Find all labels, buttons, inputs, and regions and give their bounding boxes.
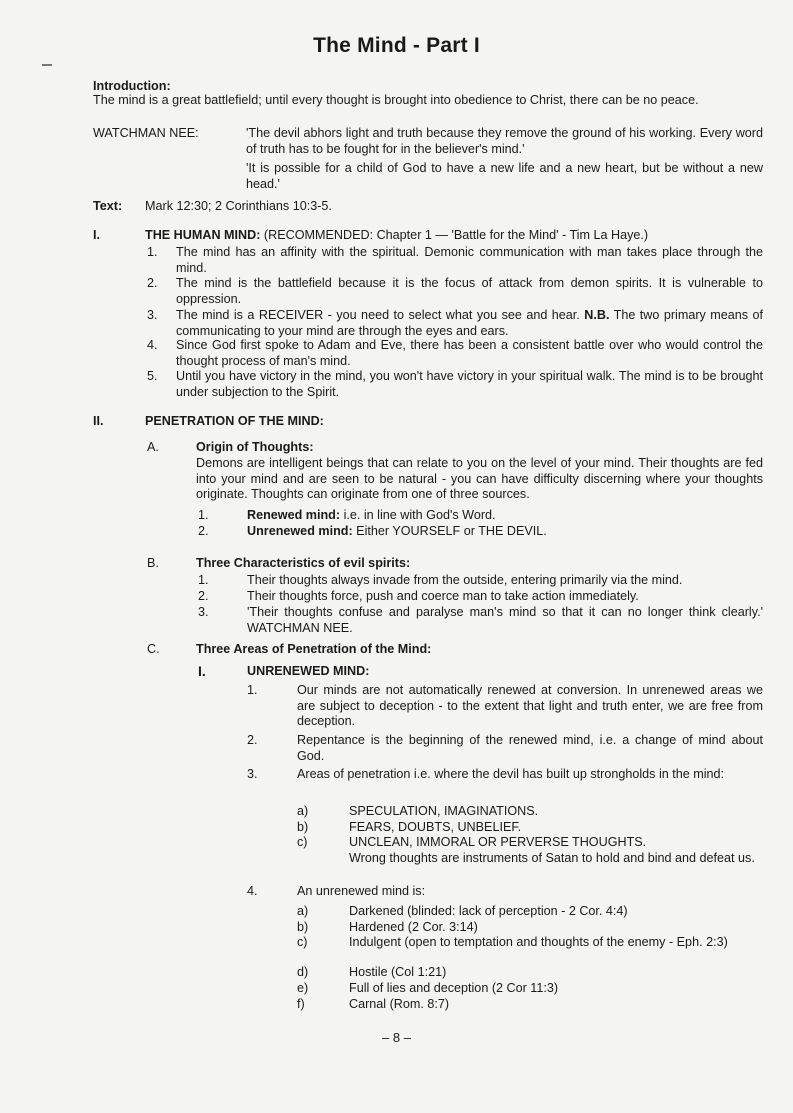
subsection-a-letter: A.	[147, 440, 159, 454]
list-item-number: 1.	[198, 573, 209, 587]
intro-quote-1: 'The devil abhors light and truth because they remove the ground of his working. Every word of truth has to be fought for in the believer's mind.'	[246, 126, 763, 156]
intro-text: The mind is a great battlefield; until every thought is brought into obedience to Christ, there can be no peace.	[93, 93, 699, 107]
list-item-number: 4.	[147, 338, 158, 352]
sub-item-letter: b)	[297, 920, 309, 934]
sub-item-letter: a)	[297, 804, 309, 818]
sub-item-letter: c)	[297, 835, 308, 849]
list-item-number: 1.	[147, 245, 158, 259]
list-item: Unrenewed mind: Either YOURSELF or THE DEVIL.	[247, 524, 547, 538]
list-item-number: 2.	[247, 733, 258, 747]
list-item-number: 3.	[198, 605, 209, 619]
section-1-numeral: I.	[93, 228, 100, 242]
intro-quote-2: 'It is possible for a child of God to have a new life and a new heart, but be without a new head.'	[246, 161, 763, 191]
list-item-number: 3.	[247, 767, 258, 781]
sub-item-letter: d)	[297, 965, 309, 979]
intro-heading: Introduction:	[93, 79, 171, 93]
list-item: Renewed mind: i.e. in line with God's Word.	[247, 508, 496, 522]
subsection-c-heading: Three Areas of Penetration of the Mind:	[196, 642, 432, 656]
list-item-number: 5.	[147, 369, 158, 383]
list-item: Repentance is the beginning of the renewed mind, i.e. a change of mind about God.	[297, 733, 763, 763]
sub-item: Hostile (Col 1:21)	[349, 965, 447, 979]
subsection-a-text: Demons are intelligent beings that can relate to you on the level of your mind. Their thoughts are fed into your mind and are seen to be natural - you can have difficulty discerning where your thoughts originate. Thoughts can originate from one of three sources.	[196, 456, 763, 502]
subsection-c-letter: C.	[147, 642, 160, 656]
list-item-number: 1.	[198, 508, 209, 522]
unrenewed-mind-heading: UNRENEWED MIND:	[247, 664, 370, 678]
sub-item: Indulgent (open to temptation and thoughts of the enemy - Eph. 2:3)	[349, 935, 728, 949]
sub-item-letter: e)	[297, 981, 309, 995]
list-item-number: 2.	[147, 276, 158, 290]
page-title: The Mind - Part I	[313, 34, 480, 57]
sub-item: Carnal (Rom. 8:7)	[349, 997, 450, 1011]
sub-item-letter: c)	[297, 935, 308, 949]
list-item-number: 4.	[247, 884, 258, 898]
sub-item-note: Wrong thoughts are instruments of Satan to hold and bind and defeat us.	[349, 851, 755, 865]
list-item: The mind is a RECEIVER - you need to select what you see and hear. N.B. The two primary means of communicating to your mind are through the eyes and ears.	[176, 308, 763, 338]
sub-item: Hardened (2 Cor. 3:14)	[349, 920, 478, 934]
list-item: The mind is the battlefield because it is the focus of attack from demon spirits. It is vulnerable to oppression.	[176, 276, 763, 306]
list-item: Their thoughts always invade from the outside, entering primarily via the mind.	[247, 573, 683, 587]
list-item: 'Their thoughts confuse and paralyse man's mind so that it can no longer think clearly.' WATCHMAN NEE.	[247, 605, 763, 635]
subsection-b-letter: B.	[147, 556, 159, 570]
subsection-a-heading: Origin of Thoughts:	[196, 440, 314, 454]
page-number: – 8 –	[382, 1030, 411, 1045]
section-1-heading: THE HUMAN MIND:	[145, 228, 261, 242]
sub-item-letter: f)	[297, 997, 305, 1011]
subsection-c-numeral: I.	[198, 663, 206, 679]
section-2-heading: PENETRATION OF THE MIND:	[145, 414, 324, 428]
sub-item-letter: a)	[297, 904, 309, 918]
list-item-number: 2.	[198, 589, 209, 603]
list-item: Their thoughts force, push and coerce man to take action immediately.	[247, 589, 639, 603]
section-1-heading-line	[145, 228, 765, 244]
list-item-number: 1.	[247, 683, 258, 697]
sub-item-letter: b)	[297, 820, 309, 834]
list-item: The mind has an affinity with the spiritual. Demonic communication with man takes place through the mind.	[176, 245, 763, 275]
text-label: Text:	[93, 199, 123, 213]
list-item: Until you have victory in the mind, you won't have victory in your spiritual walk. The mind is to be brought under subjection to the Spirit.	[176, 369, 763, 399]
sub-item: SPECULATION, IMAGINATIONS.	[349, 804, 539, 818]
list-item: An unrenewed mind is:	[297, 884, 426, 898]
sub-item: UNCLEAN, IMMORAL OR PERVERSE THOUGHTS.	[349, 835, 647, 849]
section-1-heading-note: (RECOMMENDED: Chapter 1 — 'Battle for the Mind' - Tim La Haye.)	[260, 228, 649, 242]
list-item: Our minds are not automatically renewed at conversion. In unrenewed areas we are subject to deception - to the extent that light and truth enter, we are free from deception.	[297, 683, 763, 729]
list-item-number: 3.	[147, 308, 158, 322]
intro-author: WATCHMAN NEE:	[93, 126, 199, 140]
scan-mark	[42, 64, 52, 66]
text-reference: Mark 12:30; 2 Corinthians 10:3-5.	[145, 199, 332, 213]
list-item: Areas of penetration i.e. where the devil has built up strongholds in the mind:	[297, 767, 725, 781]
sub-item: FEARS, DOUBTS, UNBELIEF.	[349, 820, 522, 834]
sub-item: Full of lies and deception (2 Cor 11:3)	[349, 981, 559, 995]
section-2-numeral: II.	[93, 414, 104, 428]
list-item: Since God first spoke to Adam and Eve, there has been a consistent battle over who would control the thought process of man's mind.	[176, 338, 763, 368]
list-item-number: 2.	[198, 524, 209, 538]
sub-item: Darkened (blinded: lack of perception - 2 Cor. 4:4)	[349, 904, 628, 918]
subsection-b-heading: Three Characteristics of evil spirits:	[196, 556, 411, 570]
